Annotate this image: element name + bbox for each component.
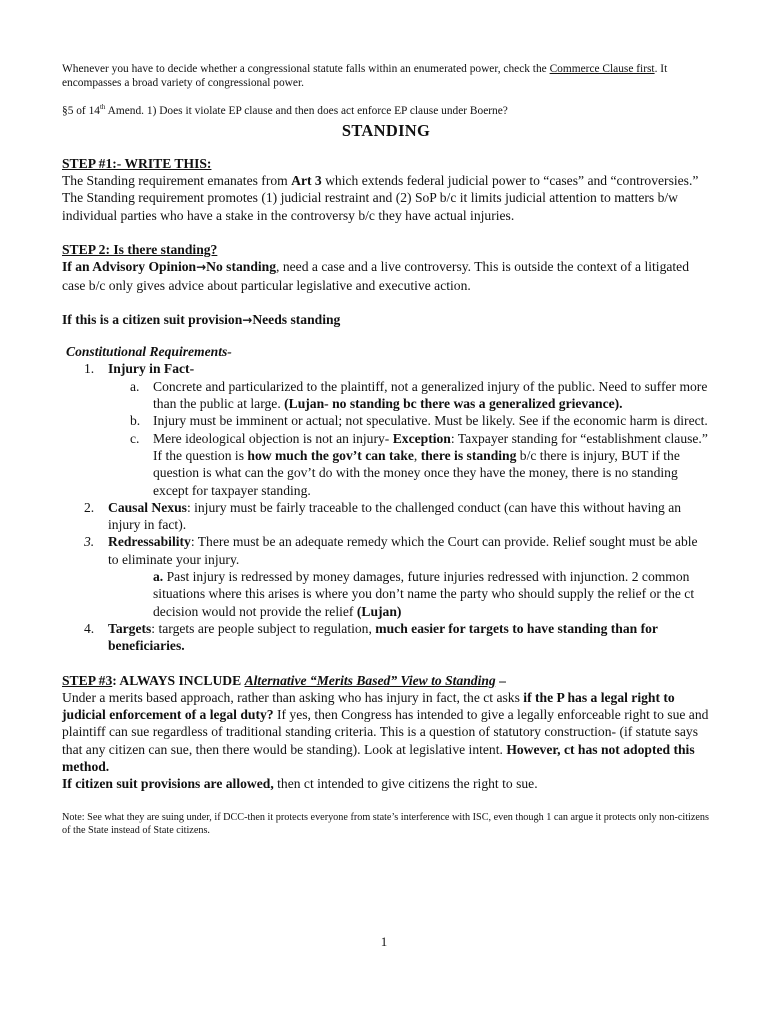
document-page [62, 62, 710, 837]
sub-letter: a. [130, 378, 140, 394]
causal-nexus-label: Causal Nexus [108, 499, 187, 515]
sub-letter: a. [153, 569, 164, 585]
step1-section [62, 155, 710, 224]
right-arrow-icon: → [196, 260, 207, 275]
exception-bold: Exception [392, 430, 451, 446]
step1-heading: STEP #1:- WRITE THIS: [62, 155, 212, 171]
step3-text-tail: then ct intended to give citizens the right to sue. [273, 776, 538, 792]
citizen-suit-allowed-bold: If citizen suit provisions are allowed, [62, 776, 274, 792]
merits-view-title: Alternative “Merits Based” View to Standing [244, 672, 496, 688]
sub-text: : Taxpayer standing for “establishment clause.” If the question is [153, 430, 708, 463]
legal-right-bold: if the P has a legal right to judicial enforcement of a legal duty? [62, 689, 675, 723]
step2-heading: STEP 2: Is there standing? [62, 241, 218, 257]
sub-letter: c. [130, 430, 140, 446]
lujan-bold: (Lujan- no standing bc there was a generalized grievance). [284, 396, 623, 412]
injury-sublist [108, 378, 710, 499]
step3-label-mid: : ALWAYS INCLUDE [112, 672, 245, 688]
step3-section [62, 672, 710, 793]
list-item [62, 620, 710, 655]
intro-text-tail: . It encompasses a broad variety of congressional power. [62, 63, 668, 89]
sub-letter: b. [130, 413, 141, 429]
item-text: : injury must be fairly traceable to the challenged conduct (can have this without having an injury in fact). [108, 499, 682, 533]
step1-paragraph [62, 172, 710, 224]
right-arrow-icon: → [242, 312, 253, 327]
sub-list-item [108, 412, 710, 429]
constitutional-requirements-section [62, 343, 710, 654]
step3-text: If yes, then Congress has intended to give a legally enforceable right to sue and plaintiff can sue regardless of traditional standing criteria. This is a question of statutory construction- (if statute says that any citizen can sue, then there would be standing). Look at legislative intent. [62, 707, 709, 757]
fourteenth-amendment-note [62, 100, 710, 118]
section-text-tail: Amend. 1) Does it violate EP clause and then does act enforce EP clause under Boerne? [105, 104, 508, 117]
step1-text: The Standing requirement emanates from [62, 173, 292, 189]
step1-text-tail: which extends federal judicial power to “cases” and “controversies.” The Standing requirement promotes (1) judicial restraint and (2) SoP b/c it limits judicial attention to matters b/w individual parties who have a stake in the controversy b/c they have actual injuries. [62, 173, 699, 223]
step3-text: Under a merits based approach, rather than asking who has injury in fact, the ct asks [62, 689, 524, 705]
page-number: 1 [380, 934, 388, 949]
sub-text: Mere ideological objection is not an injury- [153, 430, 393, 446]
citizen-suit-bold: If this is a citizen suit provision [62, 311, 243, 327]
lujan-bold: (Lujan) [356, 603, 402, 619]
sub-text: Injury must be imminent or actual; not speculative. Must be likely. See if the economic harm is direct. [153, 413, 708, 429]
sub-text: Past injury is redressed by money damages, future injuries redressed with injunction. 2 common situations where this arises is where you don’t name the party who should supply the relief or the ct decision would not provide the relief [153, 569, 695, 619]
list-item [62, 533, 710, 619]
citizen-suit-allowed-line [62, 775, 710, 792]
commerce-clause-underline: Commerce Clause first [549, 63, 655, 75]
advisory-opinion-paragraph [62, 258, 710, 294]
sub-text: b/c there is injury, BUT if the question is what can the gov’t do with the money once they have the money, there is no standing except for taxpayer standing. [153, 447, 680, 498]
intro-paragraph [62, 62, 710, 90]
item-number: 1. [84, 361, 95, 377]
advisory-opinion-bold: If an Advisory Opinion [62, 259, 197, 275]
sub-list-item [108, 430, 710, 499]
step3-dash: – [495, 672, 506, 688]
step3-heading [62, 672, 710, 689]
footnote-note: Note: See what they are suing under, if DCC-then it protects everyone from state’s interference with ISC, even though 1 can argue it protects only non-citizens of the State instead of State citizens. [62, 811, 709, 836]
section-text: §5 of 14 [62, 104, 100, 117]
item-number: 4. [84, 620, 95, 636]
list-item [62, 360, 710, 498]
gov-take-bold: how much the gov’t can take [247, 447, 414, 463]
targets-label: Targets [108, 620, 152, 636]
redressability-label: Redressability [108, 534, 191, 550]
no-standing-bold: No standing [206, 259, 277, 275]
needs-standing-bold: Needs standing [252, 311, 341, 327]
advisory-text: , need a case and a live controversy. This is outside the context of a litigated case b/c only gives advice about particular legislative and executive action. [62, 259, 690, 293]
item-number: 3. [84, 534, 95, 550]
citizen-suit-line [62, 311, 710, 329]
art3-bold: Art 3 [291, 173, 322, 189]
sub-text: Concrete and particularized to the plaintiff, not a generalized injury of the public. Need to suffer more than the public at large. [153, 378, 708, 412]
item-number: 2. [84, 499, 95, 515]
item-text: : There must be an adequate remedy which the Court can provide. Relief sought must be able to eliminate your injury. [108, 534, 698, 567]
item-text: : targets are people subject to regulation, [151, 620, 376, 636]
there-is-standing-bold: there is standing [420, 447, 517, 463]
not-adopted-bold: However, ct has not adopted this method. [62, 741, 695, 774]
step3-paragraph [62, 689, 710, 775]
step2-section [62, 241, 710, 329]
sub-text: , [413, 447, 421, 463]
targets-bold-tail: much easier for targets to have standing than for beneficiaries. [108, 620, 658, 654]
intro-text: Whenever you have to decide whether a congressional statute falls within an enumerated power, check the [62, 63, 550, 75]
injury-in-fact-label: Injury in Fact- [108, 361, 195, 377]
requirements-list [62, 360, 710, 654]
step3-label: STEP #3 [62, 672, 113, 688]
sub-list-item [108, 378, 710, 413]
superscript-th: th [99, 103, 106, 111]
page-title: STANDING [341, 120, 431, 140]
list-item [62, 499, 710, 534]
constitutional-requirements-heading: Constitutional Requirements- [66, 344, 232, 360]
redress-subitem [108, 568, 710, 620]
